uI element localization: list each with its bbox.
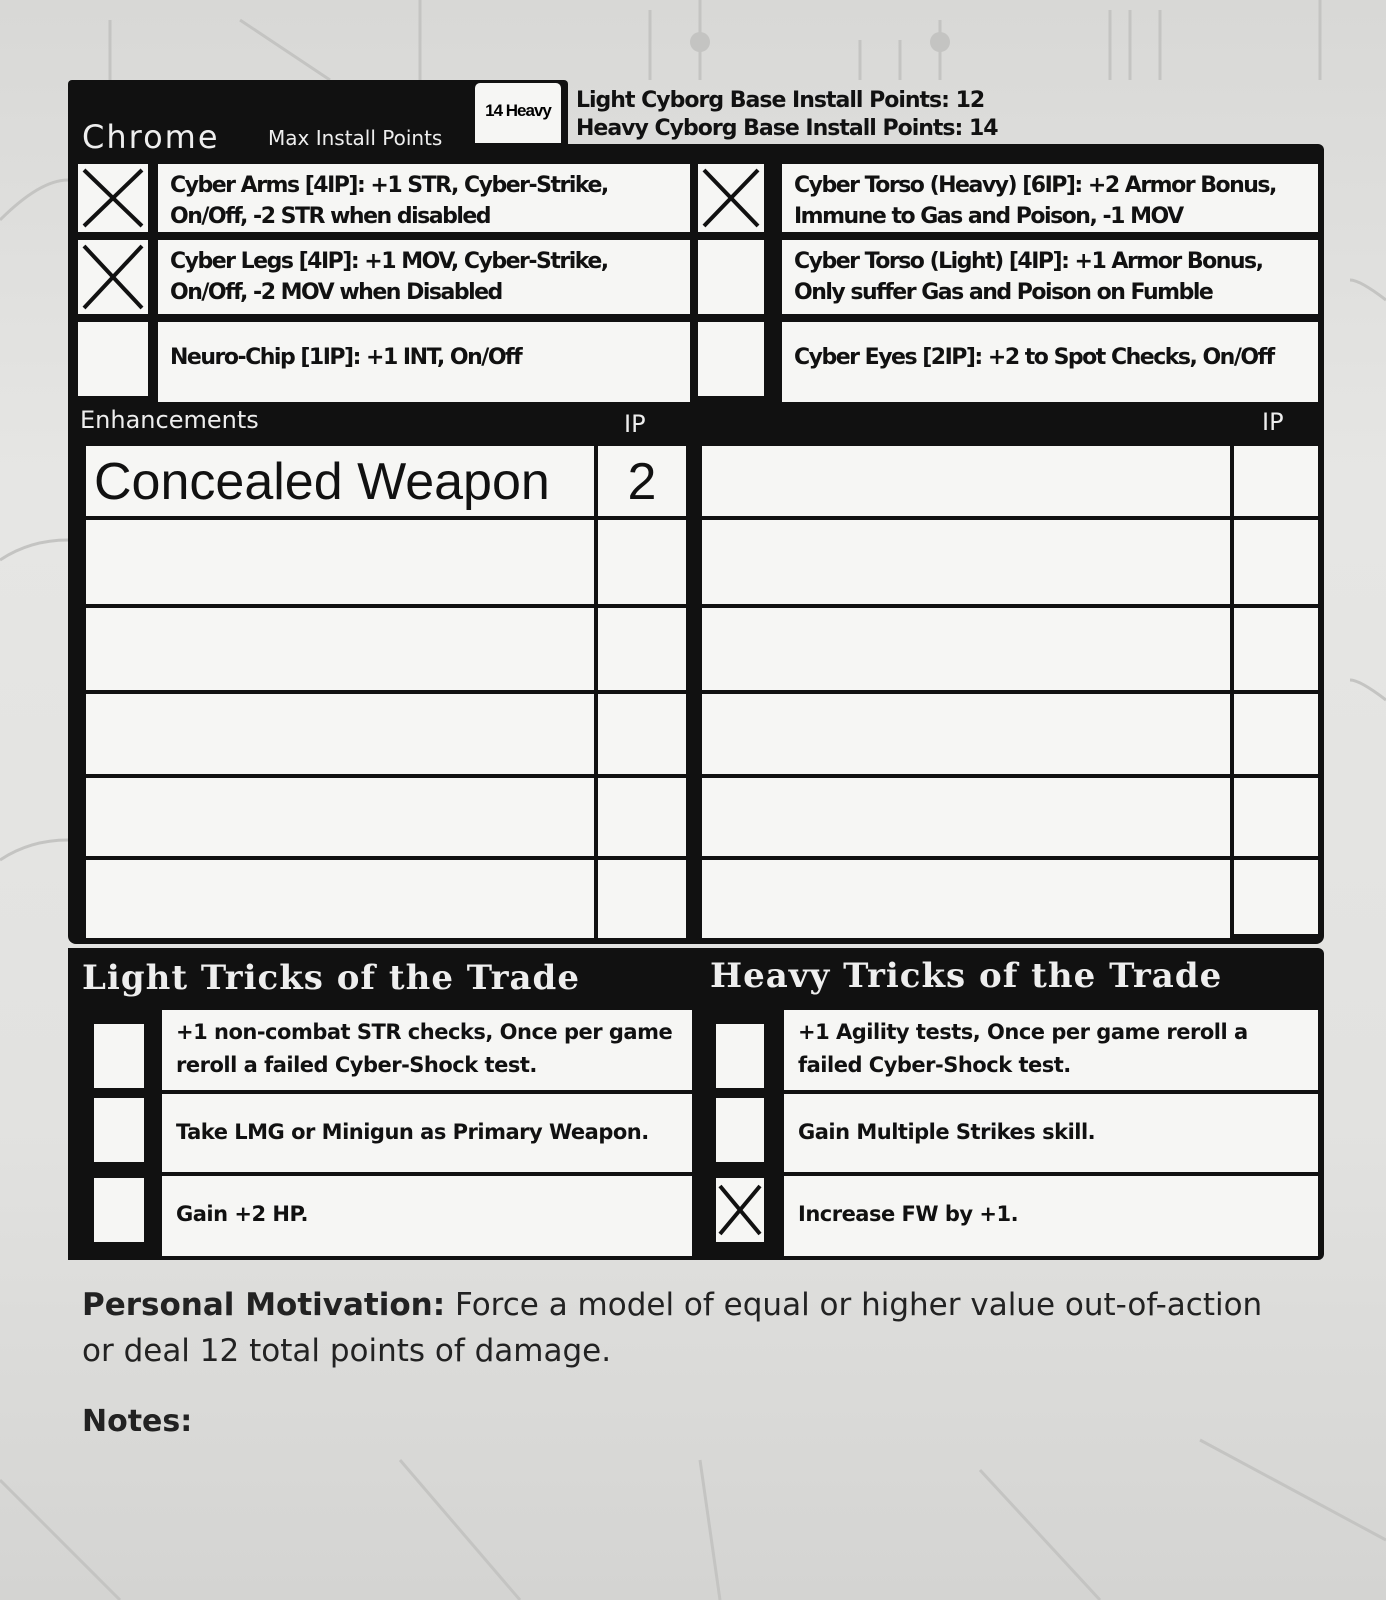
max-install-label: Max Install Points — [268, 126, 443, 150]
enhancement-name-cell-right[interactable] — [702, 608, 1230, 690]
personal-motivation[interactable] — [82, 1282, 1272, 1374]
enhancement-ip-cell-right[interactable] — [1234, 608, 1318, 690]
light-tricks-title: Light Tricks of the Trade — [82, 958, 580, 998]
enhancement-name-cell-right[interactable] — [702, 694, 1230, 774]
enhancement-name-cell-right[interactable] — [702, 446, 1230, 516]
light-trick-item: Gain +2 HP. — [162, 1176, 692, 1256]
enhancement-name-cell[interactable] — [86, 608, 594, 690]
enhancement-ip-cell-right[interactable] — [1234, 520, 1318, 604]
enhancement-name-cell[interactable] — [86, 520, 594, 604]
heavy-trick-item: Gain Multiple Strikes skill. — [784, 1094, 1318, 1172]
chrome-checkbox-cyber-torso-light[interactable] — [698, 240, 764, 314]
enhancement-ip-cell-right[interactable] — [1234, 778, 1318, 856]
light-trick-checkbox[interactable] — [94, 1178, 144, 1242]
chrome-checkbox-cyber-legs[interactable] — [78, 240, 148, 314]
check-x-icon — [78, 164, 148, 232]
enhancement-name-cell[interactable] — [86, 778, 594, 856]
chrome-checkbox-neuro-chip[interactable] — [78, 322, 148, 396]
chrome-item-cyber-eyes: Cyber Eyes [2IP]: +2 to Spot Checks, On/Off — [782, 322, 1318, 402]
enhancement-ip-cell[interactable] — [598, 520, 686, 604]
enhancement-ip-cell[interactable] — [598, 860, 686, 938]
chrome-item-cyber-torso-heavy: Cyber Torso (Heavy) [6IP]: +2 Armor Bonus, Immune to Gas and Poison, -1 MOV — [782, 164, 1318, 232]
enhancement-name-cell[interactable] — [86, 694, 594, 774]
chrome-checkbox-cyber-torso-heavy[interactable] — [698, 164, 764, 232]
enhancement-ip-cell[interactable] — [598, 608, 686, 690]
personal-motivation-text: Force a model of equal or higher value out-of-action or deal 12 total points of damage. — [82, 1287, 1263, 1369]
heavy-trick-checkbox[interactable] — [716, 1098, 764, 1162]
heavy-base-install: Heavy Cyborg Base Install Points: 14 — [576, 116, 998, 141]
heavy-trick-checkbox[interactable] — [716, 1024, 764, 1088]
enhancements-ip-label: IP — [624, 410, 646, 438]
max-install-value[interactable]: 14 Heavy — [472, 80, 564, 146]
enhancement-name-cell[interactable]: Concealed Weapon — [86, 446, 594, 516]
enhancements-ip-label-right: IP — [1262, 408, 1284, 436]
chrome-checkbox-cyber-eyes[interactable] — [698, 322, 764, 396]
notes-label: Notes: — [82, 1404, 193, 1439]
enhancement-ip-cell[interactable]: 2 — [598, 446, 686, 516]
heavy-trick-item: Increase FW by +1. — [784, 1176, 1318, 1256]
chrome-item-cyber-arms: Cyber Arms [4IP]: +1 STR, Cyber-Strike, On/Off, -2 STR when disabled — [158, 164, 690, 232]
enhancement-name-cell-right[interactable] — [702, 860, 1230, 938]
enhancements-label: Enhancements — [80, 406, 259, 434]
chrome-item-cyber-legs: Cyber Legs [4IP]: +1 MOV, Cyber-Strike, On/Off, -2 MOV when Disabled — [158, 240, 690, 314]
check-x-icon — [78, 240, 148, 314]
light-trick-checkbox[interactable] — [94, 1098, 144, 1162]
light-trick-item: Take LMG or Minigun as Primary Weapon. — [162, 1094, 692, 1172]
character-sheet — [68, 80, 1350, 1290]
personal-motivation-label: Personal Motivation: — [82, 1287, 446, 1323]
enhancement-ip-cell-right[interactable] — [1234, 694, 1318, 774]
chrome-title: Chrome — [82, 118, 220, 156]
heavy-tricks-title: Heavy Tricks of the Trade — [710, 956, 1223, 996]
light-trick-checkbox[interactable] — [94, 1024, 144, 1088]
enhancement-name-cell-right[interactable] — [702, 778, 1230, 856]
enhancement-ip-cell[interactable] — [598, 778, 686, 856]
chrome-item-cyber-torso-light: Cyber Torso (Light) [4IP]: +1 Armor Bonus, Only suffer Gas and Poison on Fumble — [782, 240, 1318, 314]
enhancement-name-cell[interactable] — [86, 860, 594, 938]
check-x-icon — [716, 1178, 764, 1242]
check-x-icon — [698, 164, 764, 232]
enhancement-name-cell-right[interactable] — [702, 520, 1230, 604]
chrome-item-neuro-chip: Neuro-Chip [1IP]: +1 INT, On/Off — [158, 322, 690, 402]
heavy-trick-item: +1 Agility tests, Once per game reroll a failed Cyber-Shock test. — [784, 1010, 1318, 1090]
chrome-checkbox-cyber-arms[interactable] — [78, 164, 148, 232]
light-base-install: Light Cyborg Base Install Points: 12 — [576, 88, 985, 113]
enhancement-ip-cell-right[interactable] — [1234, 860, 1318, 934]
enhancement-ip-cell-right[interactable] — [1234, 446, 1318, 516]
enhancement-ip-cell[interactable] — [598, 694, 686, 774]
heavy-trick-checkbox[interactable] — [716, 1178, 764, 1242]
light-trick-item: +1 non-combat STR checks, Once per game reroll a failed Cyber-Shock test. — [162, 1010, 692, 1090]
